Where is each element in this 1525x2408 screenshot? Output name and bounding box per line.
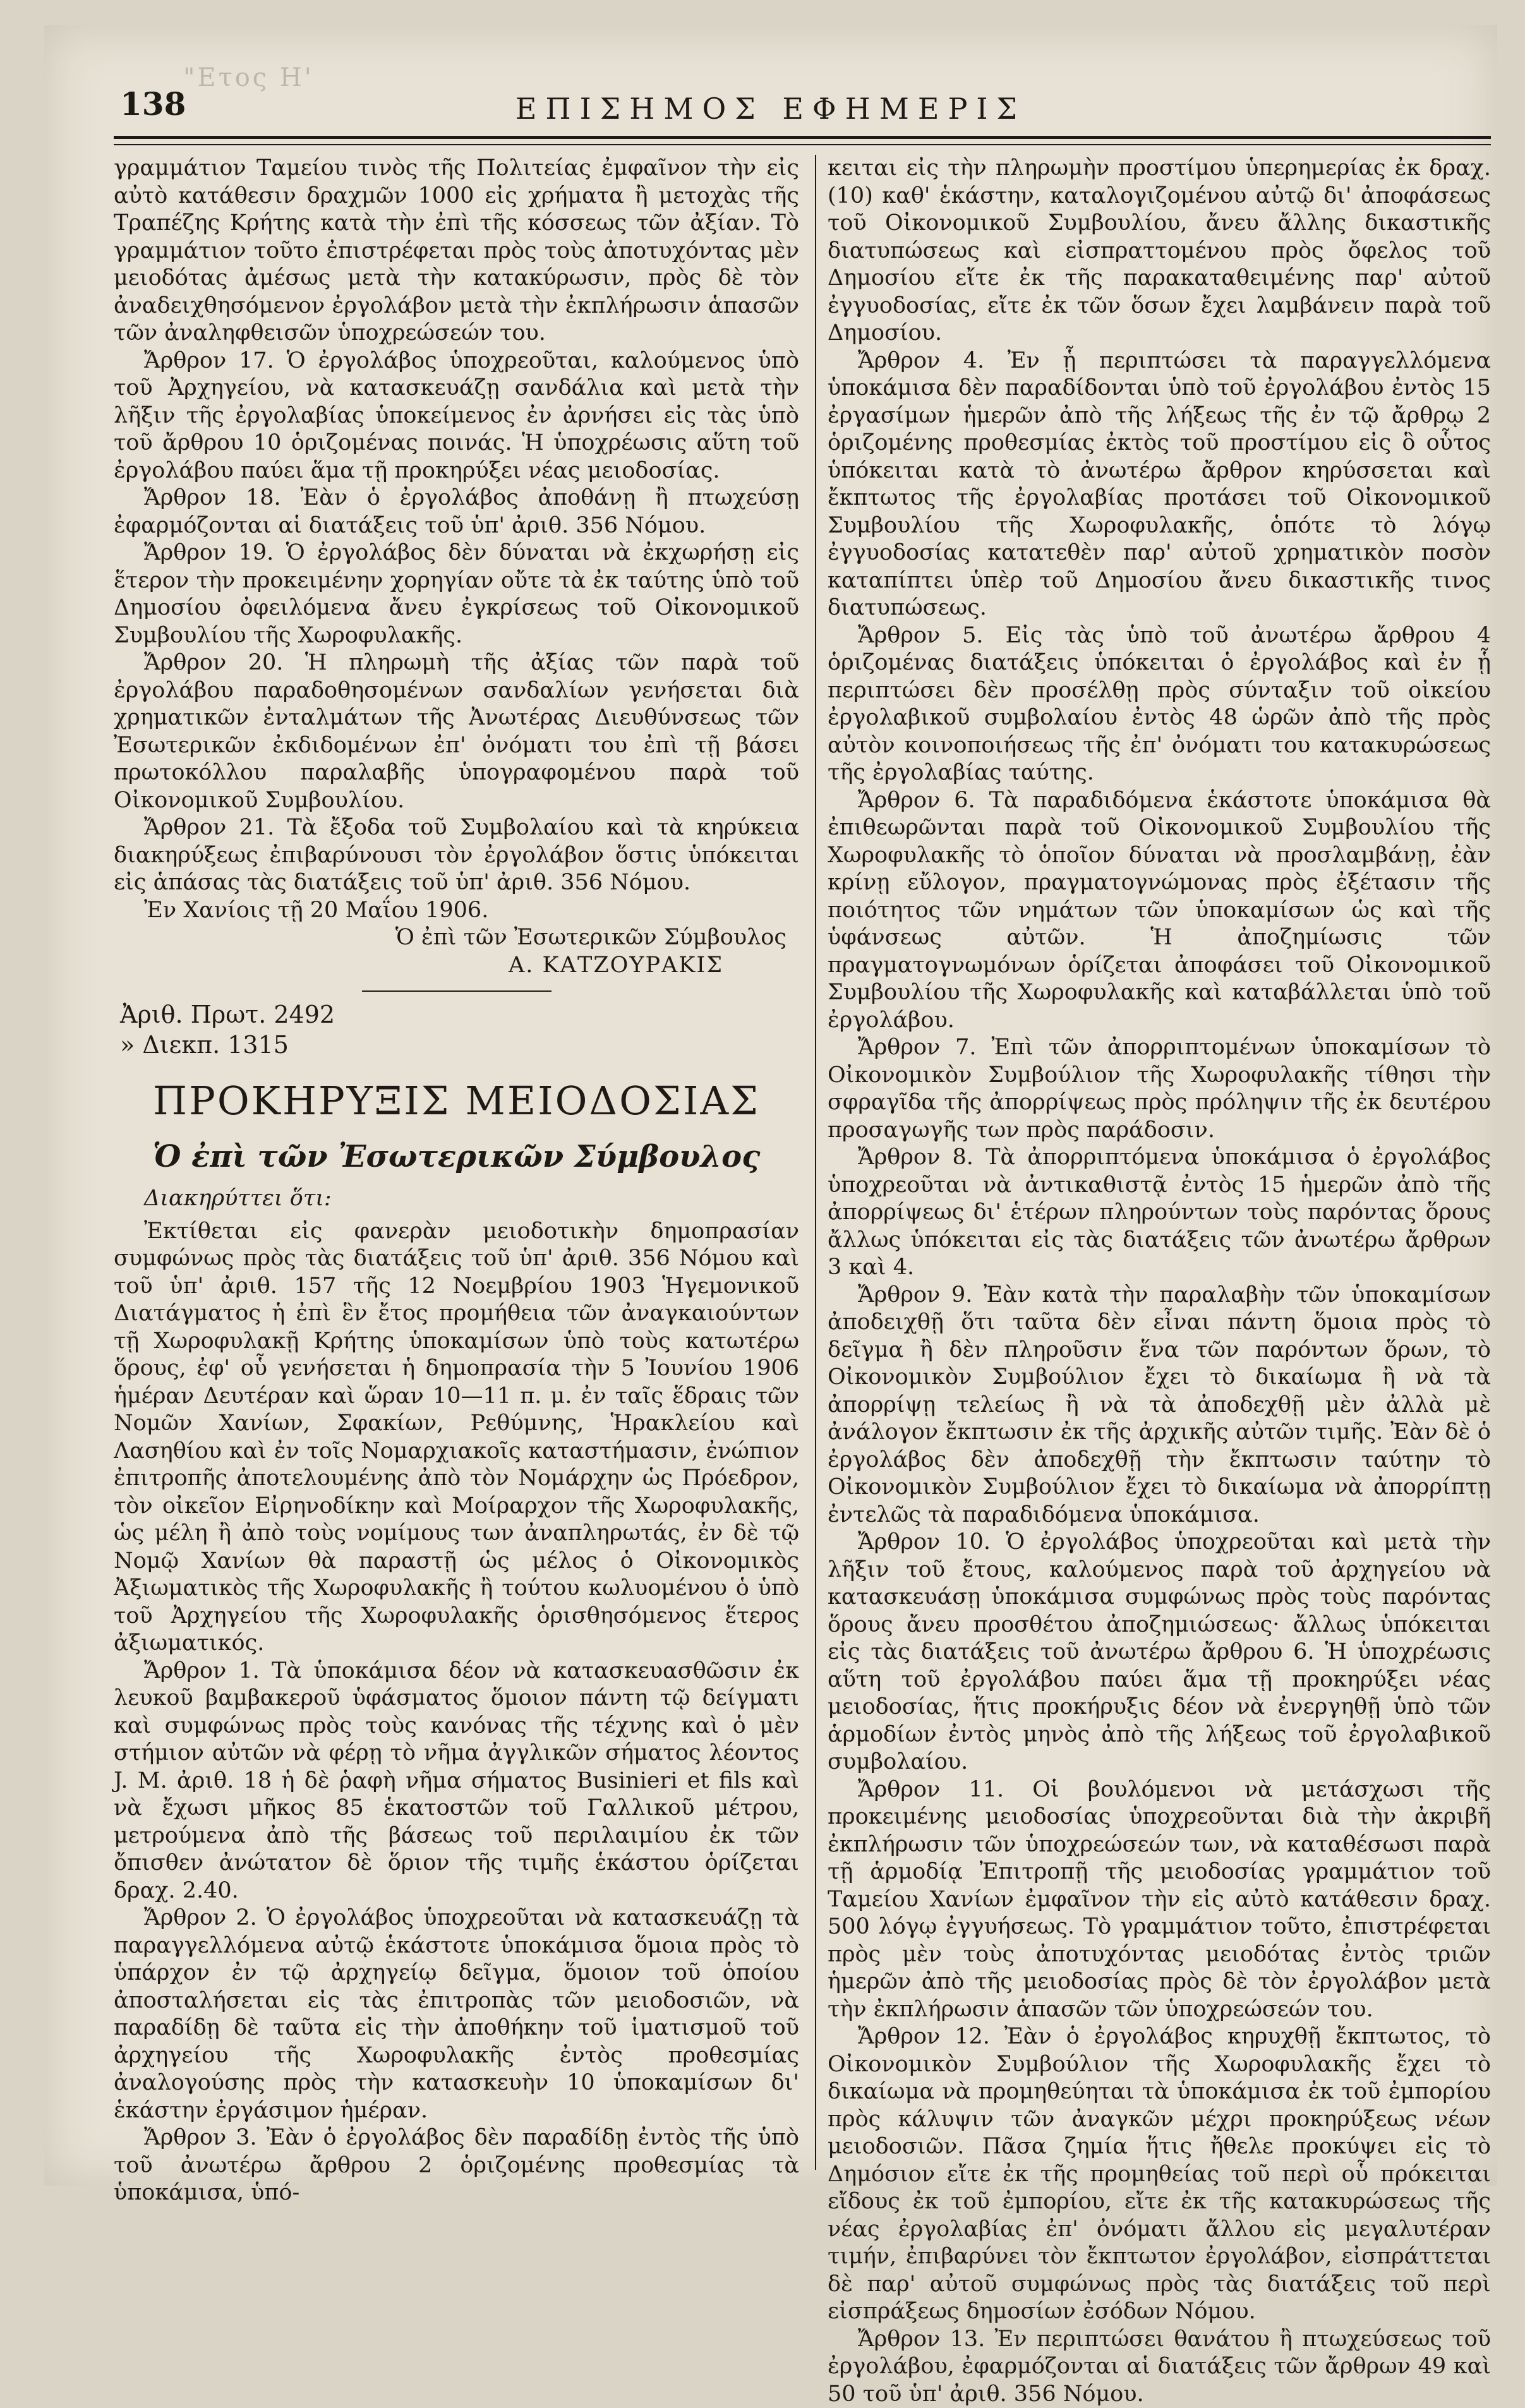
proclamation-title: ΠΡΟΚΗΡΥΞΙΣ ΜΕΙΟΔΟΣΙΑΣ: [114, 1079, 799, 1123]
signer-name: Α. ΚΑΤΖΟΥΡΑΚΙΣ: [114, 952, 799, 980]
reference-numbers: [120, 999, 799, 1060]
article-7: Ἄρθρον 7. Ἐπὶ τῶν ἀπορριπτομένων ὑποκαμίσων τὸ Οἰκονομικὸν Συμβούλιον τῆς Χωροφυλακῆς τίθησι τὴν σφραγῖδα τῆς ἀπορρίψεως πρὸς πρόληψιν τῆς ἐκ δευτέρου προσαγωγῆς των πρὸς παράδοσιν.: [828, 1034, 1491, 1144]
article-17: Ἄρθρον 17. Ὁ ἐργολάβος ὑποχρεοῦται, καλούμενος ὑπὸ τοῦ Ἀρχηγείου, νὰ κατασκευάζῃ σανδάλια καὶ μετὰ τὴν λῆξιν τῆς ἐργολαβίας ὑποκείμενος ἐν ἀρνήσει εἰς τὰς ὑπὸ τοῦ ἄρθρου 10 ὁριζομένας ποινάς. Ἡ ὑποχρέωσις αὕτη τοῦ ἐργολάβου παύει ἅμα τῇ προκηρύξει νέας μειοδοσίας.: [114, 347, 799, 485]
proclamation-intro: Ἐκτίθεται εἰς φανερὰν μειοδοτικὴν δημοπρασίαν συμφώνως πρὸς τὰς διατάξεις τοῦ ὑπ' ἀριθ. 356 Νόμου καὶ τοῦ ὑπ' ἀριθ. 157 τῆς 12 Νοεμβρίου 1903 Ἡγεμονικοῦ Διατάγματος ἡ ἐπὶ ἓν ἔτος προμήθεια τῶν ἀναγκαιούντων τῇ Χωροφυλακῇ Κρήτης ὑποκαμίσων ὑπὸ τοὺς κατωτέρω ὅρους, ἐφ' οὗ γενήσεται ἡ δημοπρασία τὴν 5 Ἰουνίου 1906 ἡμέραν Δευτέραν καὶ ὥραν 10—11 π. μ. ἐν ταῖς ἕδραις τῶν Νομῶν Χανίων, Σφακίων, Ρεθύμνης, Ἡρακλείου καὶ Λασηθίου καὶ ἐν τοῖς Νομαρχιακοῖς καταστήμασιν, ἐνώπιον ἐπιτροπῆς ἀποτελουμένης ἀπὸ τὸν Νομάρχην ὡς Πρόεδρον, τὸν οἰκεῖον Εἰρηνοδίκην καὶ Μοίραρχον τῆς Χωροφυλακῆς, ὡς μέλη ἢ ἀπὸ τοὺς νομίμους των ἀναπληρωτάς, ἐν δὲ τῷ Νομῷ Χανίων θὰ παραστῇ ὡς μέλος ὁ Οἰκονομικὸς Ἀξιωματικὸς τῆς Χωροφυλακῆς ἢ τούτου κωλυομένου ὁ ὑπὸ τοῦ Ἀρχηγείου τῆς Χωροφυλακῆς ὁρισθησόμενος ἕτερος ἀξιωματικός.: [114, 1218, 799, 1658]
article-10: Ἄρθρον 10. Ὁ ἐργολάβος ὑποχρεοῦται καὶ μετὰ τὴν λῆξιν τοῦ ἔτους, καλούμενος παρὰ τοῦ ἀρχηγείου νὰ κατασκευάσῃ ὑποκάμισα συμφώνως πρὸς τοὺς παρόντας ὅρους ἄνευ προσθέτου ἀποζημιώσεως· ἄλλως ὑπόκειται εἰς τὰς διατάξεις τοῦ ἀνωτέρω ἄρθρου 6. Ἡ ὑποχρέωσις αὕτη τοῦ ἐργολάβου παύει ἅμα τῇ προκηρύξει νέας μειοδοσίας, ἥτις προκήρυξις δέον νὰ ἐνεργηθῇ ὑπὸ τῶν ἁρμοδίων ἐντὸς μηνὸς ἀπὸ τῆς λήξεως τοῦ ἐργολαβικοῦ συμβολαίου.: [828, 1529, 1491, 1776]
article-3-continued: κειται εἰς τὴν πληρωμὴν προστίμου ὑπερημερίας ἐκ δραχ. (10) καθ' ἑκάστην, καταλογιζομένου αὐτῷ δι' ἀποφάσεως τοῦ Οἰκονομικοῦ Συμβουλίου, ἄνευ ἄλλης δικαστικῆς διατυπώσεως καὶ εἰσπραττομένου πρὸς ὄφελος τοῦ Δημοσίου εἴτε ἐκ τῆς παρακαταθειμένης παρ' αὐτοῦ ἐγγυοδοσίας, εἴτε ἐκ τῶν ὅσων ἔχει λαμβάνειν παρὰ τοῦ Δημοσίου.: [828, 155, 1491, 347]
article-18: Ἄρθρον 18. Ἐὰν ὁ ἐργολάβος ἀποθάνῃ ἢ πτωχεύσῃ ἐφαρμόζονται αἱ διατάξεις τοῦ ὑπ' ἀριθ. 356 Νόμου.: [114, 485, 799, 539]
section-divider: [362, 990, 552, 992]
right-column: [815, 155, 1491, 2170]
newspaper-page: [44, 25, 1497, 2186]
article-13: Ἄρθρον 13. Ἐν περιπτώσει θανάτου ἢ πτωχεύσεως τοῦ ἐργολάβου, ἐφαρμόζονται αἱ διατάξεις τῶν ἄρθρων 49 καὶ 50 τοῦ ὑπ' ἀριθ. 356 Νόμου.: [828, 2326, 1491, 2408]
article-11: Ἄρθρον 11. Οἱ βουλόμενοι νὰ μετάσχωσι τῆς προκειμένης μειοδοσίας ὑποχρεοῦνται διὰ τὴν ἀκριβῆ ἐκπλήρωσιν τῶν ὑποχρεώσεών των, νὰ καταθέσωσι παρὰ τῇ ἁρμοδίᾳ Ἐπιτροπῇ τῆς μειοδοσίας γραμμάτιον τοῦ Ταμείου Χανίων ἐμφαῖνον τὴν εἰς αὐτὸ κατάθεσιν δραχ. 500 λόγῳ ἐγγυήσεως. Τὸ γραμμάτιον τοῦτο, ἐπιστρέφεται πρὸς μὲν τοὺς ἀποτυχόντας μειοδότας ἐντὸς τριῶν ἡμερῶν ἀπὸ τῆς μειοδοσίας πρὸς δὲ τὸν ἐργολάβον μετὰ τὴν ἐκπλήρωσιν ἁπασῶν τῶν ὑποχρεώσεών του.: [828, 1776, 1491, 2024]
paragraph: γραμμάτιον Ταμείου τινὸς τῆς Πολιτείας ἐμφαῖνον τὴν εἰς αὐτὸ κατάθεσιν δραχμῶν 1000 εἰς χρήματα ἢ μετοχὰς τῆς Τραπέζης Κρήτης κατὰ τὴν ἐπὶ τῆς κόσσεως τῶν ἀξίαν. Τὸ γραμμάτιον τοῦτο ἐπιστρέφεται πρὸς τοὺς ἀποτυχόντας μὲν μειοδότας ἀμέσως μετὰ τὴν κατακύρωσιν, πρὸς δὲ τὸν ἀναδειχθησόμενον ἐργολάβον μετὰ τὴν ἐκπλήρωσιν ἁπασῶν τῶν ἀναληφθεισῶν ὑποχρεώσεών του.: [114, 155, 799, 347]
proclamation-lead: Διακηρύττει ὅτι:: [114, 1185, 799, 1213]
article-2: Ἄρθρον 2. Ὁ ἐργολάβος ὑποχρεοῦται νὰ κατασκευάζῃ τὰ παραγγελλόμενα αὐτῷ ἑκάστοτε ὑποκάμισα ὅμοια πρὸς τὸ ὑπάρχον ἐν τῷ ἀρχηγείῳ δεῖγμα, ὅμοιον τοῦ ὁποίου ἀποσταλήσεται εἰς τὰς ἐπιτροπὰς τῶν μειοδοσιῶν, νὰ παραδίδῃ δὲ ταῦτα εἰς τὴν ἀποθήκην τοῦ ἱματισμοῦ τοῦ ἀρχηγείου τῆς Χωροφυλακῆς ἐντὸς προθεσμίας ἀναλογούσης πρὸς τὴν κατασκευὴν 10 ὑποκαμίσων δι' ἑκάστην ἐργάσιμον ἡμέραν.: [114, 1905, 799, 2124]
article-9: Ἄρθρον 9. Ἐὰν κατὰ τὴν παραλαβὴν τῶν ὑποκαμίσων ἀποδειχθῇ ὅτι ταῦτα δὲν εἶναι πάντη ὅμοια πρὸς τὸ δεῖγμα ἢ δὲν πληροῦσιν ἕνα τῶν παρόντων ὅρων, τὸ Οἰκονομικὸν Συμβούλιον ἔχει τὸ δικαίωμα ἢ νὰ τὰ ἀπορρίψῃ τελείως ἢ νὰ τὰ ἀποδεχθῇ μὲν ἀλλὰ μὲ ἀνάλογον ἔκπτωσιν ἐκ τῆς ἀρχικῆς αὐτῶν τιμῆς. Ἐὰν δὲ ὁ ἐργολάβος δὲν ἀποδεχθῇ τὴν ἔκπτωσιν ταύτην τὸ Οἰκονομικὸν Συμβούλιον ἔχει τὸ δικαίωμα νὰ ἀπορρίπτῃ ἐντελῶς τὰ παραδιδόμενα ὑποκάμισα.: [828, 1282, 1491, 1529]
left-column: [114, 155, 799, 2170]
header-rule: [114, 136, 1491, 145]
article-20: Ἄρθρον 20. Ἡ πληρωμὴ τῆς ἀξίας τῶν παρὰ τοῦ ἐργολάβου παραδοθησομένων σανδαλίων γενήσεται διὰ χρηματικῶν ἐνταλμάτων τῆς Ἀνωτέρας Διευθύνσεως τῶν Ἐσωτερικῶν ἐκδιδομένων ἐπ' ὀνόματι του ἐπὶ τῇ βάσει πρωτοκόλλου παραλαβῆς ὑπογραφομένου παρὰ τοῦ Οἰκονομικοῦ Συμβουλίου.: [114, 649, 799, 814]
article-21: Ἄρθρον 21. Τὰ ἔξοδα τοῦ Συμβολαίου καὶ τὰ κηρύκεια διακηρύξεως ἐπιβαρύνουσι τὸν ἐργολάβον ὅστις ὑπόκειται εἰς ἁπάσας τὰς διατάξεις τοῦ ὑπ' ἀριθ. 356 Νόμου.: [114, 814, 799, 897]
article-19: Ἄρθρον 19. Ὁ ἐργολάβος δὲν δύναται νὰ ἐκχωρήσῃ εἰς ἕτερον τὴν προκειμένην χορηγίαν οὔτε τὰ ἐκ ταύτης ὑπὸ τοῦ Δημοσίου ὀφειλόμενα ἄνευ ἐγκρίσεως τοῦ Οἰκονομικοῦ Συμβουλίου τῆς Χωροφυλακῆς.: [114, 539, 799, 649]
article-12: Ἄρθρον 12. Ἐὰν ὁ ἐργολάβος κηρυχθῇ ἔκπτωτος, τὸ Οἰκονομικὸν Συμβούλιον τῆς Χωροφυλακῆς ἔχει τὸ δικαίωμα νὰ προμηθεύηται τὰ ὑποκάμισα ἐκ τοῦ ἐμπορίου πρὸς κάλυψιν τῶν ἀναγκῶν μέχρι προκηρύξεως νέων μειοδοσιῶν. Πᾶσα ζημία ἥτις ἤθελε προκύψει εἰς τὸ Δημόσιον εἴτε ἐκ τῆς προμηθείας τοῦ περὶ οὗ πρόκειται εἴδους ἐκ τοῦ ἐμπορίου, εἴτε ἐκ τῆς κατακυρώσεως τῆς νέας ἐργολαβίας ἐπ' ὀνόματι ἄλλου εἰς μεγαλυτέραν τιμήν, ἐπιβαρύνει τὸν ἔκπτωτον ἐργολάβον, εἰσπράττεται δὲ παρ' αὐτοῦ συμφώνως πρὸς τὰς διατάξεις τοῦ περὶ εἰσπράξεως δημοσίων ἐσόδων Νόμου.: [828, 2023, 1491, 2326]
article-6: Ἄρθρον 6. Τὰ παραδιδόμενα ἑκάστοτε ὑποκάμισα θὰ ἐπιθεωρῶνται παρὰ τοῦ Οἰκονομικοῦ Συμβουλίου τῆς Χωροφυλακῆς τὸ ὁποῖον δύναται νὰ προσλαμβάνῃ, ἐὰν κρίνῃ εὔλογον, πραγματογνώμονας πρὸς ἐξέτασιν τῆς ποιότητος τῶν νημάτων τῶν ὑποκαμίσων ὡς καὶ τῆς ὑφάνσεως αὐτῶν. Ἡ ἀποζημίωσις τῶν πραγματογνωμόνων ὁρίζεται ἀποφάσει τοῦ Οἰκονομικοῦ Συμβουλίου τῆς Χωροφυλακῆς καὶ καταβάλλεται ὑπὸ τοῦ ἐργολάβου.: [828, 787, 1491, 1035]
signer-role: Ὁ ἐπὶ τῶν Ἐσωτερικῶν Σύμβουλος: [114, 924, 799, 952]
article-3: Ἄρθρον 3. Ἐὰν ὁ ἐργολάβος δὲν παραδίδῃ ἐντὸς τῆς ὑπὸ τοῦ ἀνωτέρω ἄρθρου 2 ὁριζομένης προθεσμίας τὰ ὑποκάμισα, ὑπό-: [114, 2124, 799, 2207]
signature-place-date: Ἐν Χανίοις τῇ 20 Μαΐου 1906.: [114, 897, 799, 925]
dispatch-number: » Διεκπ. 1315: [120, 1030, 799, 1060]
masthead: ΕΠΙΣΗΜΟΣ ΕΦΗΜΕΡΙΣ: [44, 92, 1497, 126]
article-8: Ἄρθρον 8. Τὰ ἀπορριπτόμενα ὑποκάμισα ὁ ἐργολάβος ὑποχρεοῦται νὰ ἀντικαθιστᾷ ἐντὸς 15 ἡμερῶν ἀπὸ τῆς ἀπορρίψεως δι' ἑτέρων πληρούντων τοὺς παρόντας ὅρους ἄλλως ὑπόκειται εἰς τὰς διατάξεις τῶν ἀνωτέρω ἄρθρων 3 καὶ 4.: [828, 1144, 1491, 1282]
page-number: 138: [120, 85, 186, 123]
article-5: Ἄρθρον 5. Εἰς τὰς ὑπὸ τοῦ ἀνωτέρω ἄρθρου 4 ὁριζομένας διατάξεις ὑπόκειται ὁ ἐργολάβος καὶ ἐν ᾗ περιπτώσει δὲν προσέλθῃ πρὸς σύνταξιν τοῦ οἰκείου ἐργολαβικοῦ συμβολαίου ἐντὸς 48 ὡρῶν ἀπὸ τῆς πρὸς αὐτὸν κοινοποιήσεως τῆς ἐπ' ὀνόματι του κατακυρώσεως τῆς ἐργολαβίας ταύτης.: [828, 622, 1491, 787]
issuer-title: Ὁ ἐπὶ τῶν Ἐσωτερικῶν Σύμβουλος: [114, 1138, 799, 1175]
article-4: Ἄρθρον 4. Ἐν ᾗ περιπτώσει τὰ παραγγελλόμενα ὑποκάμισα δὲν παραδίδονται ὑπὸ τοῦ ἐργολάβου ἐντὸς 15 ἐργασίμων ἡμερῶν ἀπὸ τῆς λήξεως τῆς ἐν τῷ ἄρθρῳ 2 ὁριζομένης προθεσμίας ἐκτὸς τοῦ προστίμου εἰς ὃ οὗτος ὑπόκειται κατὰ τὸ ἀνωτέρω ἄρθρον κηρύσσεται καὶ ἔκπτωτος τῆς ἐργολαβίας προτάσει τοῦ Οἰκονομικοῦ Συμβουλίου τῆς Χωροφυλακῆς, ὁπότε τὸ λόγῳ ἐγγυοδοσίας κατατεθὲν παρ' αὐτοῦ χρηματικὸν ποσὸν καταπίπτει ὑπὲρ τοῦ Δημοσίου ἄνευ δικαστικῆς τινος διατυπώσεως.: [828, 347, 1491, 622]
bleed-through-text: "Ετος Η': [183, 63, 314, 92]
protocol-number: Ἀριθ. Πρωτ. 2492: [120, 999, 799, 1030]
article-1: Ἄρθρον 1. Τὰ ὑποκάμισα δέον νὰ κατασκευασθῶσιν ἐκ λευκοῦ βαμβακεροῦ ὑφάσματος ὅμοιον πάντη τῷ δείγματι καὶ συμφώνως πρὸς τοὺς κανόνας τῆς τέχνης καὶ ὁ μὲν στήμιον αὐτῶν νὰ φέρῃ τὸ νῆμα ἀγγλικῶν σήματος λέοντος J. M. ἀριθ. 18 ἡ δὲ ῥαφὴ νῆμα σήματος Businieri et fils καὶ νὰ ἔχωσι μῆκος 85 ἑκατοστῶν τοῦ Γαλλικοῦ μέτρου, μετρούμενα ἀπὸ τῆς βάσεως τοῦ περιλαιμίου ἐκ τῶν ὄπισθεν ἀνώτατον δὲ ὅριον τῆς τιμῆς ἑκάστου ὁρίζεται δραχ. 2.40.: [114, 1658, 799, 1905]
